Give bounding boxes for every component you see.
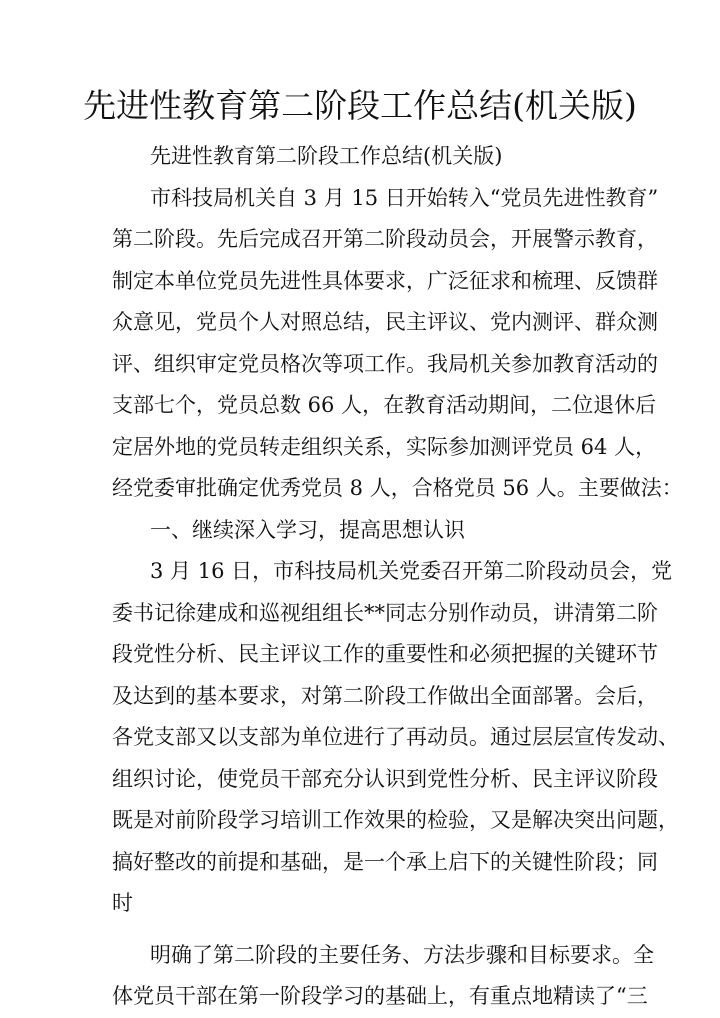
text-line: 制定本单位党员先进性具体要求，广泛征求和梳理、反馈群 bbox=[112, 268, 658, 293]
text-line: 段党性分析、民主评议工作的重要性和必须把握的关键环节 bbox=[112, 642, 658, 666]
text-line: 评、组织审定党员格次等项工作。我局机关参加教育活动的 bbox=[112, 351, 658, 376]
paragraph-mobilization bbox=[112, 551, 679, 925]
document-title: 先进性教育第二阶段工作总结(机关版) bbox=[83, 86, 637, 125]
paragraph-tasks bbox=[112, 935, 654, 1018]
text-line: 委书记徐建成和巡视组组长**同志分别作动员，讲清第二阶 bbox=[112, 600, 658, 625]
text-line: 组织讨论，使党员干部充分认识到党性分析、民主评议阶段 bbox=[112, 766, 658, 791]
text-line: 既是对前阶段学习培训工作效果的检验，又是解决突出问题， bbox=[112, 808, 679, 832]
text-line: 搞好整改的前提和基础，是一个承上启下的关键性阶段；同 bbox=[112, 849, 658, 874]
text-line: 时 bbox=[112, 891, 133, 915]
text-line: 各党支部又以支部为单位进行了再动员。通过层层宣传发动、 bbox=[112, 725, 679, 749]
text-line: 及达到的基本要求，对第二阶段工作做出全面部署。会后， bbox=[112, 683, 658, 708]
text-line: 定居外地的党员转走组织关系，实际参加测评党员 64 人， bbox=[112, 434, 657, 459]
text-line: 支部七个，党员总数 66 人，在教育活动期间，二位退休后 bbox=[112, 393, 657, 417]
text-line: 3 月 16 日，市科技局机关党委召开第二阶段动员会，党 bbox=[150, 559, 673, 583]
text-line: 市科技局机关自 3 月 15 日开始转入“党员先进性教育” bbox=[150, 185, 659, 210]
text-line: 第二阶段。先后完成召开第二阶段动员会，开展警示教育， bbox=[112, 227, 658, 251]
paragraph-intro bbox=[112, 178, 683, 510]
subtitle-line: 先进性教育第二阶段工作总结(机关版) bbox=[150, 144, 503, 168]
text-line: 明确了第二阶段的主要任务、方法步骤和目标要求。全 bbox=[150, 942, 654, 967]
paragraph-gap bbox=[112, 925, 612, 935]
text-line: 经党委审批确定优秀党员 8 人，合格党员 56 人。主要做法： bbox=[112, 476, 683, 500]
section-heading: 一、继续深入学习，提高思想认识 bbox=[150, 517, 465, 542]
text-line: 众意见，党员个人对照总结，民主评议、党内测评、群众测 bbox=[112, 310, 658, 334]
text-line: 体党员干部在第一阶段学习的基础上，有重点地精读了“三 bbox=[112, 984, 648, 1008]
document-body bbox=[112, 136, 683, 1018]
section-heading-paragraph bbox=[112, 510, 612, 552]
subtitle-paragraph bbox=[112, 136, 612, 178]
